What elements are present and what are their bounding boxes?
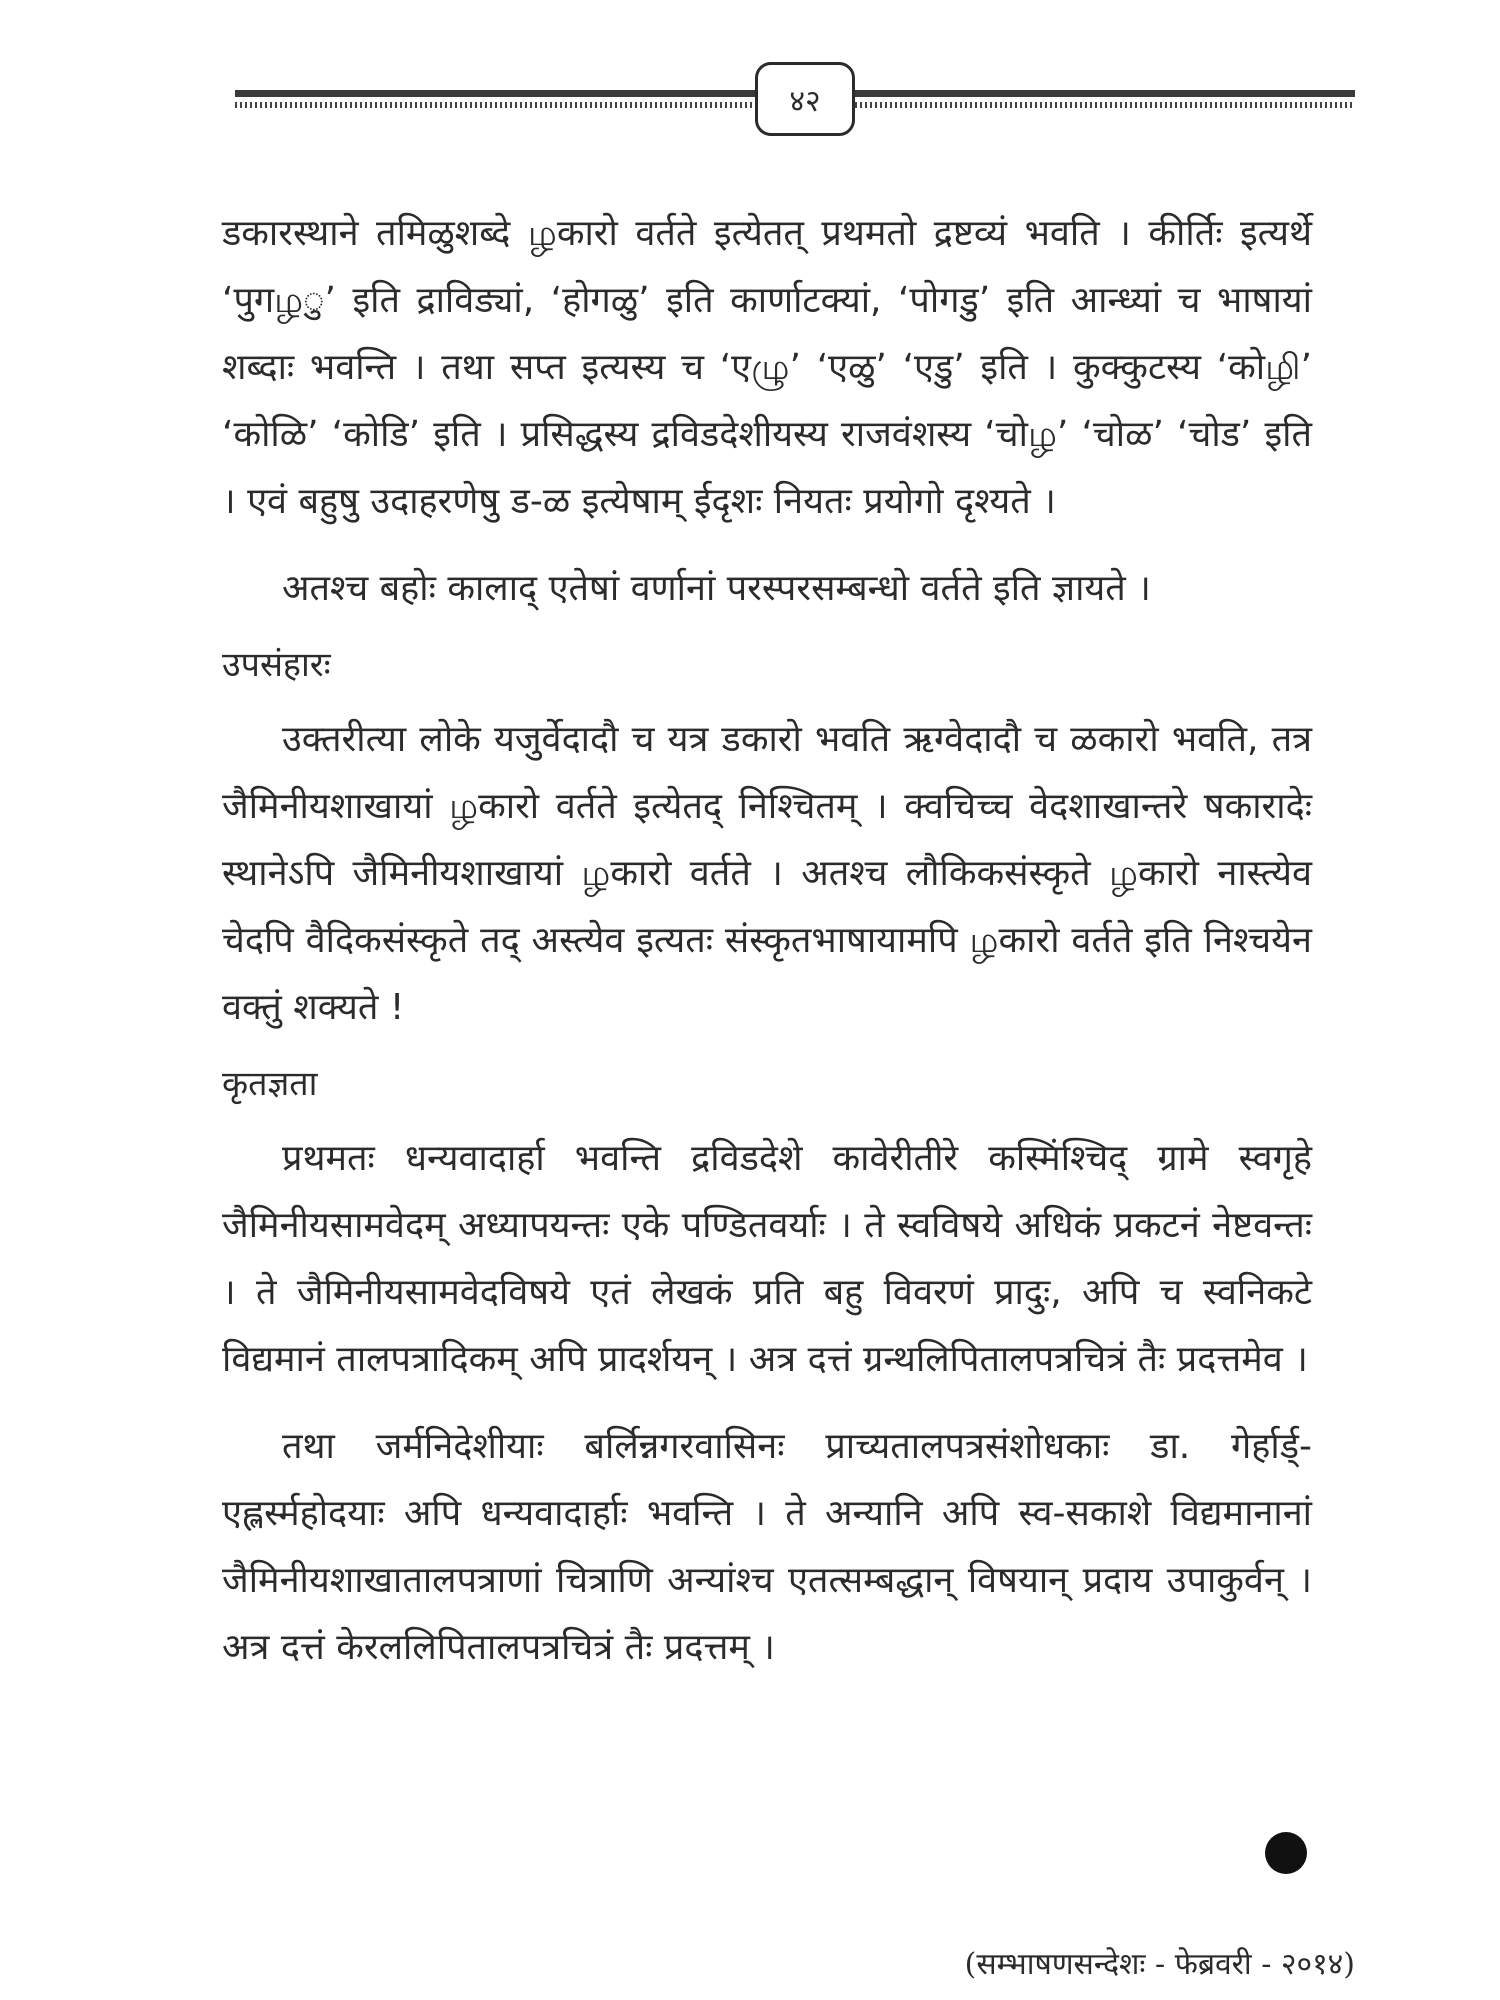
heading-upasamhara: उपसंहारः xyxy=(222,645,331,685)
article-body xyxy=(222,200,1312,1681)
paragraph-upasamhara: उक्तरीत्या लोके यजुर्वेदादौ च यत्र डकारो भवति ऋग्वेदादौ च ळकारो भवति, तत्र जैमिनीयशाखायां ழकारो वर्तते इत्येतद् निश्चितम् । क्वचिच्च वेदशाखान्तरे षकारादेः स्थानेऽपि जैमिनीयशाखायां ழकारो वर्तते । अतश्च लौकिकसंस्कृते ழकारो नास्त्येव चेदपि वैदिकसंस्कृते तद् अस्त्येव इत्यतः संस्कृतभाषायामपि ழकारो वर्तते इति निश्चयेन वक्तुं शक्यते ! xyxy=(222,719,1312,1028)
page-header xyxy=(235,62,1355,142)
header-rule-right xyxy=(855,90,1355,97)
paragraph-acknowledgement-2: तथा जर्मनिदेशीयाः बर्लिन्नगरवासिनः प्राच्यतालपत्रसंशोधकाः डा. गेर्हार्ड्-एह्लर्स्महोदयाः अपि धन्यवादार्हाः भवन्ति । ते अन्यानि अपि स्व-सकाशे विद्यमानानां जैमिनीयशाखातालपत्राणां चित्राणि अन्यांश्च एतत्सम्बद्धान् विषयान् प्रदाय उपाकुर्वन् । अत्र दत्तं केरललिपितालपत्रचित्रं तैः प्रदत्तम् । xyxy=(222,1426,1312,1668)
footer-citation: (सम्भाषणसन्देशः - फेब्रवरी - २०१४) xyxy=(964,1947,1355,1982)
paragraph-conclusion-note: अतश्च बहोः कालाद् एतेषां वर्णानां परस्परसम्बन्धो वर्तते इति ज्ञायते । xyxy=(282,568,1151,609)
paragraph-intro: डकारस्थाने तमिळुशब्दे ழकारो वर्तते इत्येतत् प्रथमतो द्रष्टव्यं भवति । कीर्तिः इत्यर्थे ‘पुगழु’ इति द्राविड्यां, ‘होगळु’ इति कार्णाटक्यां, ‘पोगडु’ इति आन्ध्यां च भाषायां शब्दाः भवन्ति । तथा सप्त इत्यस्य च ‘एழு’ ‘एळु’ ‘एडु’ इति । कुक्कुटस्य ‘कोழி’ ‘कोळि’ ‘कोडि’ इति । प्रसिद्धस्य द्रविडदेशीयस्य राजवंशस्य ‘चोழ’ ‘चोळ’ ‘चोड’ इति । एवं बहुषु उदाहरणेषु ड-ळ इत्येषाम् ईदृशः नियतः प्रयोगो दृश्यते । xyxy=(222,213,1312,522)
paragraph-acknowledgement-1: प्रथमतः धन्यवादार्हा भवन्ति द्रविडदेशे कावेरीतीरे कस्मिंश्चिद् ग्रामे स्वगृहे जैमिनीयसामवेदम् अध्यापयन्तः एके पण्डितवर्याः । ते स्वविषये अधिकं प्रकटनं नेष्टवन्तः । ते जैमिनीयसामवेदविषये एतं लेखकं प्रति बहु विवरणं प्रादुः, अपि च स्वनिकटे विद्यमानं तालपत्रादिकम् अपि प्रादर्शयन् । अत्र दत्तं ग्रन्थलिपितालपत्रचित्रं तैः प्रदत्तमेव । xyxy=(222,1138,1312,1380)
header-hatch-right xyxy=(855,102,1355,108)
header-hatch-left xyxy=(235,102,755,108)
end-of-article-dot xyxy=(1265,1832,1307,1874)
header-rule-left xyxy=(235,90,755,97)
page-number: ४२ xyxy=(755,62,855,136)
heading-kritajnata: कृतज्ञता xyxy=(222,1064,318,1104)
